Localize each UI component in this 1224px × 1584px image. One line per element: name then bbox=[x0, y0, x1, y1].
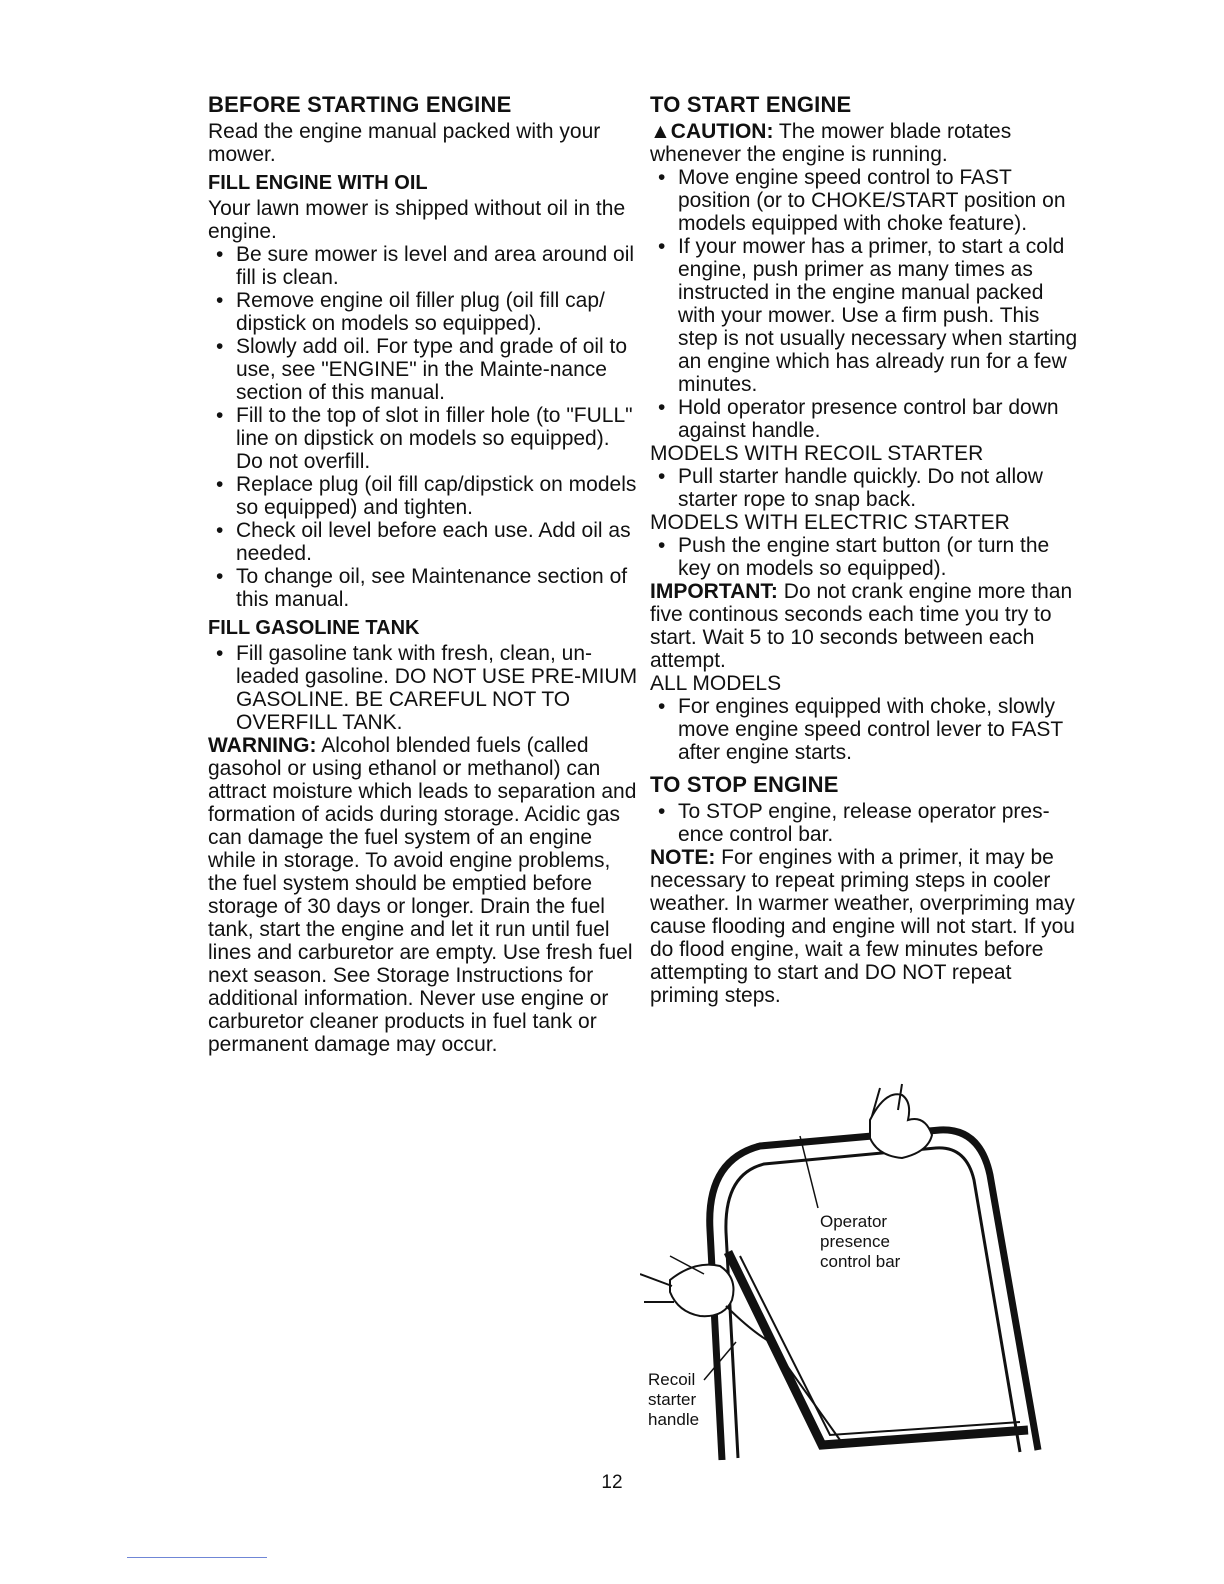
hand-top bbox=[870, 1094, 932, 1158]
fill-gas-title: FILL GASOLINE TANK bbox=[208, 617, 420, 639]
start-list bbox=[650, 166, 1080, 442]
recoil-title: MODELS WITH RECOIL STARTER bbox=[650, 442, 984, 465]
handle-inner bbox=[726, 1148, 1020, 1458]
before-starting-intro: Read the engine manual packed with your mower. bbox=[208, 120, 601, 166]
list-item: • Hold operator presence control bar down against handle. bbox=[650, 396, 1080, 442]
list-item: • If your mower has a primer, to start a cold engine, push primer as many times as instructed in the engine manual packed with your mower. Use a firm push. This step is not usually necessary when starting an engine which has already run for a few minutes. bbox=[650, 235, 1080, 396]
footer-rule bbox=[127, 1557, 267, 1558]
control-bar-inner bbox=[740, 1256, 1020, 1435]
recoil-label-line: handle bbox=[648, 1410, 700, 1429]
mower-handle-illustration bbox=[640, 1080, 1080, 1470]
important-text: Do not crank engine more than five continous seconds each time you try to start. Wait 5 to 10 seconds between each attempt. bbox=[650, 580, 1073, 672]
important-paragraph bbox=[650, 580, 1080, 672]
list-item: • For engines equipped with choke, slowly move engine speed control lever to FAST after engine starts. bbox=[650, 695, 1080, 764]
list-item: • Remove engine oil filler plug (oil fill cap/ dipstick on models so equipped). bbox=[208, 289, 640, 335]
all-models-list bbox=[650, 695, 1080, 764]
warning-text: Alcohol blended fuels (called gasohol or using ethanol or methanol) can attract moisture which leads to separation and formation of acids during storage. Acidic gas can damage the fuel system of an engine while in storage. To avoid engine problems, the fuel system should be emptied before storage of 30 days or longer. Drain the fuel tank, start the engine and let it run until fuel lines and carburetor are empty. Use fresh fuel next season. See Storage Instructions for additional information. Never use engine or carburetor cleaner products in fuel tank or permanent damage may occur. bbox=[208, 734, 637, 1056]
warning-label: WARNING: bbox=[208, 734, 317, 757]
operator-leader bbox=[800, 1136, 818, 1208]
operator-label-line: Operator bbox=[820, 1212, 888, 1231]
operator-label-line: control bar bbox=[820, 1252, 901, 1271]
warning-triangle-icon: ▲ bbox=[650, 120, 671, 143]
electric-title: MODELS WITH ELECTRIC STARTER bbox=[650, 511, 1010, 534]
note-text: For engines with a primer, it may be necessary to repeat priming steps in cooler weather. In warmer weather, overpriming may cause flooding and engine will not start. If you do flood engine, wait a few minutes before attempting to start and DO NOT repeat priming steps. bbox=[650, 846, 1075, 1007]
list-item: • Fill gasoline tank with fresh, clean, un-leaded gasoline. DO NOT USE PRE-MIUM GASOLINE. BE CAREFUL NOT TO OVERFILL TANK. bbox=[208, 642, 640, 734]
all-models-title: ALL MODELS bbox=[650, 672, 782, 695]
fill-gas-list bbox=[208, 642, 640, 734]
list-item: • Move engine speed control to FAST position (or to CHOKE/START position on models equipped with choke feature). bbox=[650, 166, 1080, 235]
caution-text: The mower blade rotates whenever the engine is running. bbox=[650, 120, 1012, 166]
start-engine-heading: TO START ENGINE bbox=[650, 92, 852, 117]
electric-list bbox=[650, 534, 1080, 580]
right-column bbox=[650, 92, 1080, 1007]
important-label: IMPORTANT: bbox=[650, 580, 778, 603]
fill-oil-list bbox=[208, 243, 640, 611]
control-bar bbox=[728, 1252, 1028, 1445]
list-item: • Fill to the top of slot in filler hole (to "FULL" line on dipstick on models so equipped). Do not overfill. bbox=[208, 404, 640, 473]
recoil-label bbox=[648, 1370, 699, 1430]
list-item: • To STOP engine, release operator pres-ence control bar. bbox=[650, 800, 1080, 846]
note-paragraph bbox=[650, 846, 1080, 1007]
operator-label bbox=[820, 1212, 900, 1272]
list-item: • Pull starter handle quickly. Do not allow starter rope to snap back. bbox=[650, 465, 1080, 511]
page-number: 12 bbox=[601, 1472, 623, 1493]
stop-list bbox=[650, 800, 1080, 846]
list-item: • Be sure mower is level and area around oil fill is clean. bbox=[208, 243, 640, 289]
recoil-label-line: Recoil bbox=[648, 1370, 696, 1389]
caution-label: CAUTION: bbox=[670, 120, 774, 143]
caution-paragraph bbox=[650, 120, 1080, 166]
recoil-label-line: starter bbox=[648, 1390, 697, 1409]
list-item: • To change oil, see Maintenance section of this manual. bbox=[208, 565, 640, 611]
stop-engine-heading: TO STOP ENGINE bbox=[650, 772, 839, 797]
before-starting-heading: BEFORE STARTING ENGINE bbox=[208, 92, 512, 117]
recoil-list bbox=[650, 465, 1080, 511]
fill-oil-title: FILL ENGINE WITH OIL bbox=[208, 172, 428, 194]
left-column bbox=[208, 92, 640, 1056]
mower-handle-drawing bbox=[640, 1080, 1080, 1470]
list-item: • Replace plug (oil fill cap/dipstick on models so equipped) and tighten. bbox=[208, 473, 640, 519]
operator-label-line: presence bbox=[820, 1232, 890, 1251]
list-item: • Slowly add oil. For type and grade of oil to use, see "ENGINE" in the Mainte-nance section of this manual. bbox=[208, 335, 640, 404]
list-item: • Check oil level before each use. Add oil as needed. bbox=[208, 519, 640, 565]
warning-paragraph bbox=[208, 734, 640, 1056]
list-item: • Push the engine start button (or turn the key on models so equipped). bbox=[650, 534, 1080, 580]
note-label: NOTE: bbox=[650, 846, 716, 869]
fill-oil-intro: Your lawn mower is shipped without oil in the engine. bbox=[208, 197, 626, 243]
